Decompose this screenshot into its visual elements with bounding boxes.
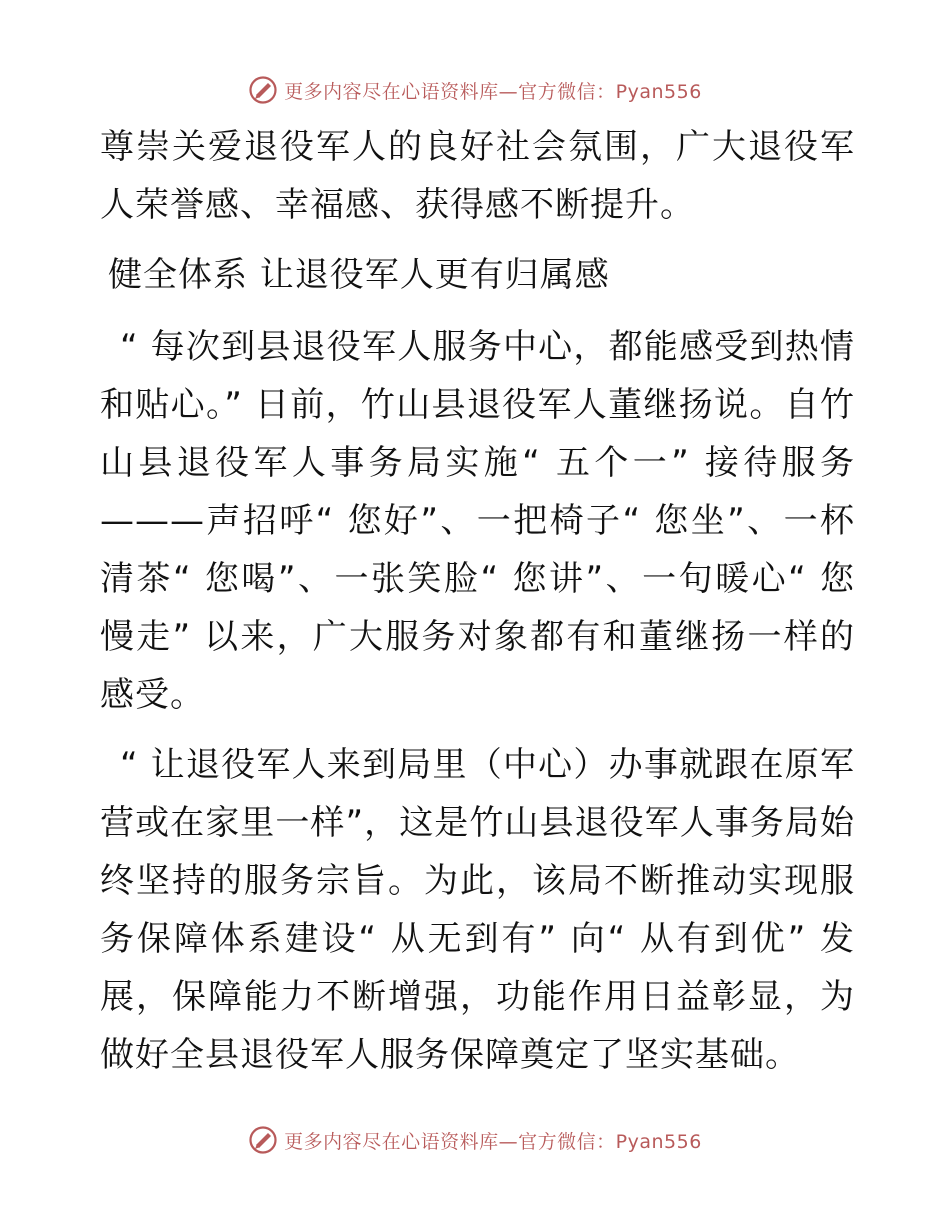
paragraph-3: “ 让退役军人来到局里（中心）办事就跟在原军营或在家里一样”，这是竹山县退役军人事务局始终坚持的服务宗旨。为此，该局不断推动实现服务保障体系建设“ 从无到有” 向“ 从有到优” 发展，保障能力不断增强，功能作用日益彰显，为做好全县退役军人服务保障奠定了坚实基础。 <box>100 745 855 1075</box>
paragraph-2: “ 每次到县退役军人服务中心，都能感受到热情和贴心。” 日前，竹山县退役军人董继扬说。自竹山县退役军人事务局实施“ 五个一” 接待服务———声招呼“ 您好”、一把椅子“ 您坐”、一杯清茶“ 您喝”、一张笑脸“ 您讲”、一句暖心“ 您慢走” 以来，广大服务对象都有和董继扬一样的感受。 <box>100 327 855 715</box>
section-heading: 健全体系 让退役军人更有归属感 <box>108 255 610 295</box>
logo-icon <box>248 75 278 105</box>
logo-icon <box>248 1125 278 1155</box>
header-banner-text: 更多内容尽在心语资料库—官方微信：Pyan556 <box>284 80 702 103</box>
header-banner <box>0 70 950 110</box>
paragraph-1: 尊崇关爱退役军人的良好社会氛围，广大退役军人荣誉感、幸福感、获得感不断提升。 <box>100 127 855 225</box>
footer-banner <box>0 1120 950 1160</box>
document-body <box>100 118 855 1096</box>
footer-banner-text: 更多内容尽在心语资料库—官方微信：Pyan556 <box>284 1130 702 1153</box>
